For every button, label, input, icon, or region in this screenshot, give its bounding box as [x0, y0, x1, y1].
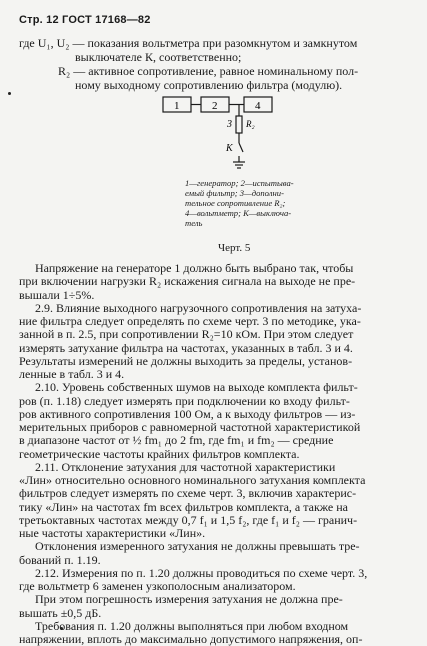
figure-caption-line: 1—генератор; 2—испытыва-: [185, 178, 294, 188]
figure-caption-line: тель: [185, 218, 203, 228]
body-line: ные частоты характеристики «Лин».: [19, 526, 206, 540]
block-1-label: 1: [174, 100, 180, 112]
figure-caption-line: тельное сопротивление R₂;: [185, 198, 286, 208]
body-line: При этом погрешность измерения затухания не должна пре-: [35, 592, 343, 607]
body-line: вышали 1÷5%.: [19, 287, 95, 302]
page-header: Стр. 12 ГОСТ 17168—82: [19, 14, 151, 26]
body-line: Требования п. 1.20 должны выполняться при любом входном: [35, 618, 349, 633]
body-line: геометрические частоты крайних фильтров комплекта.: [19, 446, 300, 461]
definition-line: R₂ — активное сопротивление, равное номинальному пол-: [58, 64, 359, 78]
body-line: Напряжение на генераторе 1 должно быть выбрано так, чтобы: [35, 261, 354, 275]
body-line: фильтров следует измерять по схеме черт. 3, включив характерис-: [19, 486, 357, 501]
switch-k-label: К: [226, 143, 233, 154]
body-line: Отклонения измеренного затухания не должны превышать тре-: [35, 539, 360, 554]
resistor-r2: [236, 116, 242, 133]
body-line: 2.12. Измерения по п. 1.20 должны проводиться по схеме черт. 3,: [35, 565, 368, 580]
body-line: «Лин» относительно основного номинального затухания комплекта: [19, 473, 366, 487]
body-line: 2.11. Отклонение затухания для частотной характеристики: [35, 459, 336, 474]
body-line: Результаты измерений не должны выходить за пределы, установ-: [19, 353, 353, 368]
body-line: 2.9. Влияние выходного нагрузочного сопротивления на затуха-: [35, 300, 362, 315]
body-line: вышать ±0,5 дБ.: [19, 605, 102, 620]
resistor-r2-label: R₂: [246, 119, 255, 129]
definition-line: где U₁, U₂ — показания вольтметра при разомкнутом и замкнутом: [19, 36, 358, 50]
body-line: ленные в табл. 3 и 4.: [19, 367, 125, 381]
definition-line: выключателе К, соответственно;: [75, 50, 242, 64]
switch-k: [239, 143, 243, 152]
body-line: бований п. 1.19.: [19, 552, 101, 567]
body-line: измерять затухание фильтра на частотах, указанных в табл. 3 и 4.: [19, 340, 353, 355]
circuit-diagram: [160, 96, 280, 178]
body-line: при включении нагрузки R₂ искажения сигнала на выходе не пре-: [19, 274, 356, 289]
body-line: ров (п. 1.18) следует измерять при подключении ко входу фильт-: [19, 393, 350, 408]
block-2-label: 2: [212, 100, 218, 112]
body-line: 2.10. Уровень собственных шумов на выходе комплекта фильт-: [35, 380, 358, 395]
definition-line: ному выходному сопротивлению фильтра (модулю).: [75, 78, 343, 92]
body-line: третьоктавных частотах между 0,7 f₁ и 1,5 f₂, где f₁ и f₂ — гранич-: [19, 512, 358, 527]
body-line: мерительных приборов с равномерной частотной характеристикой: [19, 420, 361, 434]
body-line: ние фильтра следует определять по схеме черт. 3 по методике, ука-: [19, 314, 361, 328]
resistor-3-label: 3: [227, 119, 232, 130]
figure-caption-line: емый фильтр; 3—дополни-: [185, 188, 284, 198]
body-line: ров активного сопротивления 100 Ом, а к выходу фильтров — из-: [19, 406, 356, 421]
body-line: тику «Лин» на частотах fm всех фильтров комплекта, а также на: [19, 499, 349, 514]
margin-mark: [8, 92, 11, 95]
figure-caption-line: 4—вольтметр; К—выключа-: [185, 208, 292, 218]
body-line: напряжении, вплоть до максимально допустимого напряжения, оп-: [19, 632, 363, 646]
block-4-label: 4: [255, 100, 261, 112]
body-line: где вольтметр 6 заменен узкополосным анализатором.: [19, 579, 296, 593]
body-line: занной в п. 2.5, при сопротивлении R₂=10 кОм. При этом следует: [19, 327, 354, 342]
figure-label: Черт. 5: [218, 242, 251, 254]
body-line: в диапазоне частот от ½ fm₁ до 2 fm, где fm₁ и fm₂ — средние: [19, 433, 334, 448]
